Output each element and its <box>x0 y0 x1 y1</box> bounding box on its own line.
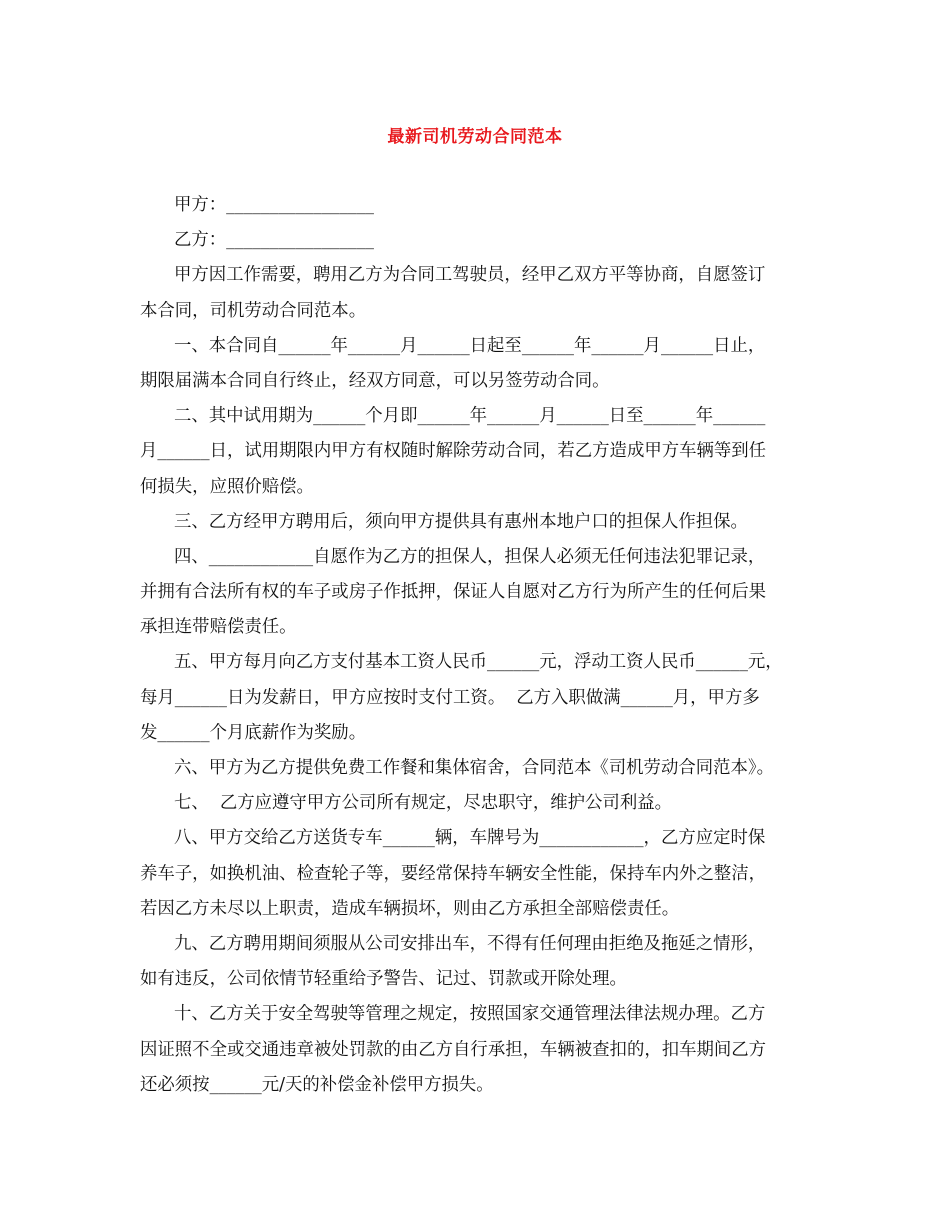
document-line: 承担连带赔偿责任。 <box>140 617 297 638</box>
document-line: 甲方：_________________ <box>174 195 374 215</box>
document-title: 最新司机劳动合同范本 <box>387 127 563 147</box>
document-line: 三、乙方经甲方聘用后，须向甲方提供具有惠州本地户口的担保人作担保。 <box>174 511 748 532</box>
document-line: 发______个月底薪作为奖励。 <box>140 722 367 743</box>
document-line: 还必须按______元/天的补偿金补偿甲方损失。 <box>140 1074 494 1095</box>
document-line: 月______日，试用期限内甲方有权随时解除劳动合同，若乙方造成甲方车辆等到任 <box>140 441 767 462</box>
document-line: 如有违反，公司依情节轻重给予警告、记过、罚款或开除处理。 <box>140 969 627 990</box>
document-line: 养车子，如换机油、检查轮子等，要经常保持车辆安全性能，保持车内外之整洁， <box>140 863 767 884</box>
document-line: 十、乙方关于安全驾驶等管理之规定，按照国家交通管理法律法规办理。乙方 <box>174 1004 766 1025</box>
document-line: 五、甲方每月向乙方支付基本工资人民币______元，浮动工资人民币______元， <box>174 652 783 673</box>
document-line: 若因乙方未尽以上职责，造成车辆损坏，则由乙方承担全部赔偿责任。 <box>140 898 680 919</box>
document-line: 八、甲方交给乙方送货专车______辆，车牌号为____________，乙方应定时保 <box>174 828 766 849</box>
document-line: 七、 乙方应遵守甲方公司所有规定，尽忠职守，维护公司利益。 <box>174 793 672 814</box>
document-line: 何损失，应照价赔偿。 <box>140 476 314 497</box>
document-line: 因证照不全或交通违章被处罚款的由乙方自行承担，车辆被查扣的，扣车期间乙方 <box>140 1039 767 1060</box>
document-line: 乙方：_________________ <box>174 230 374 251</box>
document-line: 本合同，司机劳动合同范本。 <box>140 300 367 321</box>
document-line: 一、本合同自______年______月______日起至______年______月______日止， <box>174 335 766 356</box>
document-body <box>140 188 820 1103</box>
document-line: 二、其中试用期为______个月即______年______月______日至______年______ <box>174 406 766 427</box>
document-line: 四、____________自愿作为乙方的担保人，担保人必须无任何违法犯罪记录， <box>174 546 766 567</box>
document-line: 并拥有合法所有权的车子或房子作抵押，保证人自愿对乙方行为所产生的任何后果 <box>140 582 767 603</box>
document-line: 九、乙方聘用期间须服从公司安排出车，不得有任何理由拒绝及拖延之情形， <box>174 933 766 954</box>
document-line: 每月______日为发薪日，甲方应按时支付工资。 乙方入职做满______月，甲方多 <box>140 687 760 708</box>
document-line: 六、甲方为乙方提供免费工作餐和集体宿舍，合同范本《司机劳动合同范本》。 <box>174 758 774 778</box>
document-line: 甲方因工作需要，聘用乙方为合同工驾驶员，经甲乙双方平等协商，自愿签订 <box>174 265 766 286</box>
document-line: 期限届满本合同自行终止，经双方同意，可以另签劳动合同。 <box>140 370 610 391</box>
